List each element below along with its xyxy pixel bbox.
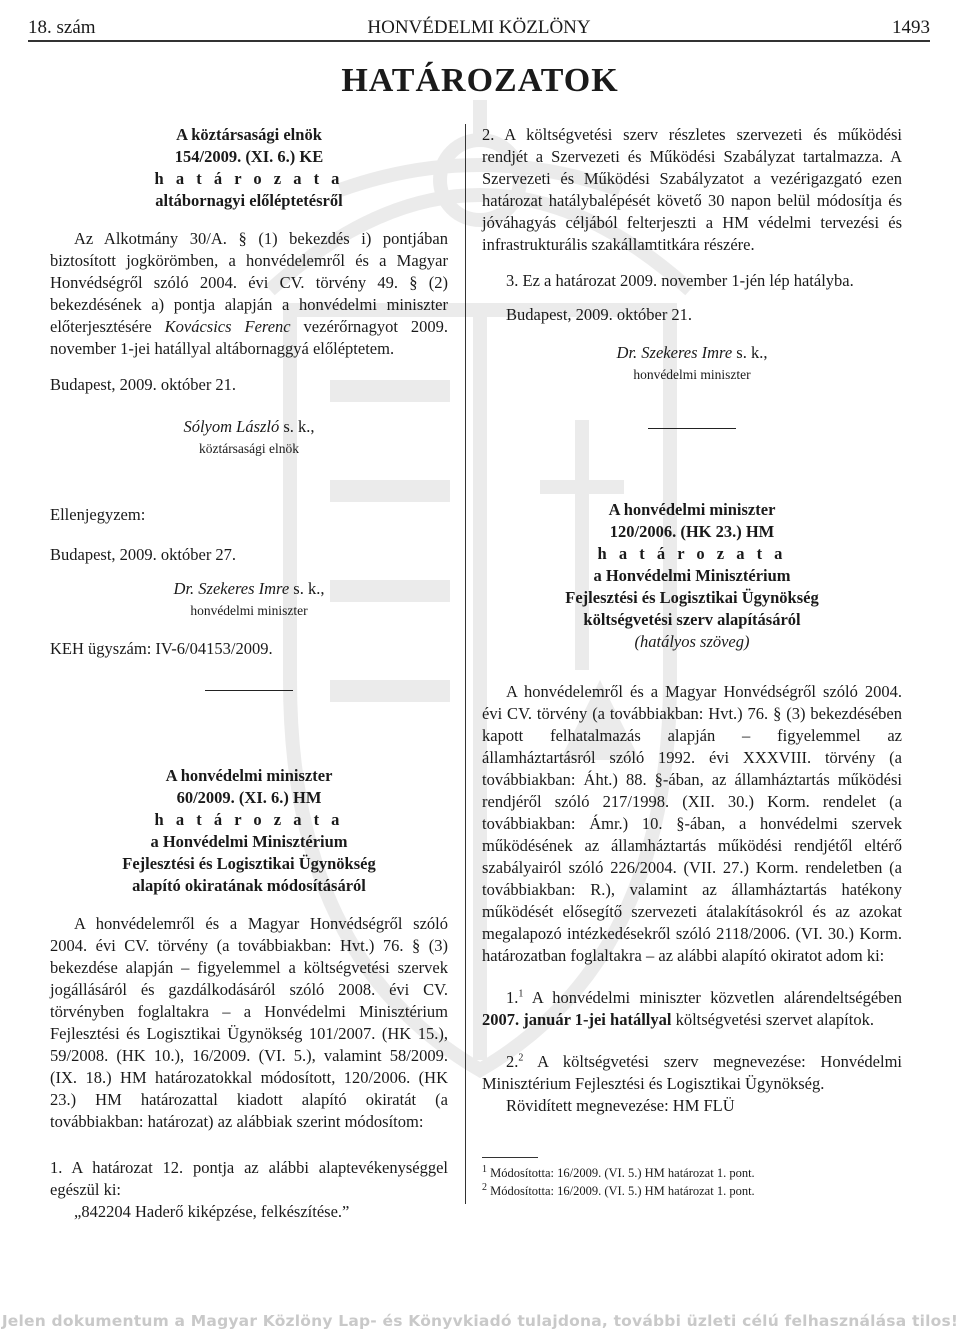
decree1-signature (50, 416, 448, 460)
decree2-subject1: a Honvédelmi Minisztérium (150, 832, 348, 851)
left-column (50, 124, 448, 1223)
decree2-point1-intro: 1. A határozat 12. pontja az alábbi alaptevékenységgel egészül ki: (50, 1158, 448, 1199)
footnote-ref-1: 1 (518, 988, 524, 1000)
decree3-point1 (482, 987, 902, 1031)
decree1-place-date: Budapest, 2009. október 21. (50, 375, 237, 394)
decree1-kind: h a t á r o z a t a (154, 169, 344, 188)
column-divider (465, 124, 466, 1204)
footnote-ref-2: 2 (518, 1052, 524, 1064)
decree3-subject2: Fejlesztési és Logisztikai Ügynökség (565, 588, 819, 607)
copyright-banner: Jelen dokumentum a Magyar Közlöny Lap- és Könyvkiadó tulajdona, további üzleti célú felhasználása tilos! (1, 1312, 959, 1330)
decree2-body: A honvédelemről és a Magyar Honvédségről szóló 2004. évi CV. törvény (a továbbiakban: Hvt.) 76. § (3) bekezdése alapján – figyelemmel a költségvetési szervek jogállásáról és gazdálkodásáról szóló 2008. évi CV. törvényben foglaltakra – a Honvédelmi Minisztérium Fejlesztési és Logisztikai Ügynökség 101/2007. (HK 15.), 59/2008. (HK 10.), 16/2009. (VI. 5.), valamint 58/2009. (IX. 18.) HM határozatokkal módosított, 120/2006. (HK 23.) HM határozattal kiadott alapító okiratát (a továbbiakban: határozat) az alábbiak szerint módosítom: (50, 914, 448, 1131)
countersigner-prefix: Dr. (173, 579, 199, 598)
decree2-signature (482, 342, 902, 386)
header-rule (28, 40, 930, 42)
decree1-number: 154/2009. (XI. 6.) KE (174, 147, 324, 166)
separator-rule-right (648, 428, 736, 429)
countersign-label: Ellenjegyzem: (50, 505, 146, 524)
footnote-2-text: Módosította: 16/2009. (VI. 5.) HM határozat 1. pont. (490, 1184, 755, 1198)
decree2-issuer: A honvédelmi miniszter (165, 766, 333, 785)
footnotes (482, 1157, 902, 1200)
decree2-title (50, 765, 448, 897)
section-title: HATÁROZATOK (341, 62, 619, 99)
decree2-kind: h a t á r o z a t a (154, 810, 344, 829)
decree2-point1-quote: „842204 Haderő kiképzése, felkészítése.” (74, 1202, 350, 1221)
decree1-issuer: A köztársasági elnök (176, 125, 322, 144)
decree3-point1-bold: 2007. január 1-jei hatállyal (482, 1010, 672, 1029)
decree1-subject: altábornagyi előléptetésről (155, 191, 343, 210)
footnote-1 (482, 1164, 902, 1182)
decree2-number: 60/2009. (XI. 6.) HM (176, 788, 322, 807)
countersigner-suffix: s. k., (289, 579, 325, 598)
footnote-2-number: 2 (482, 1181, 487, 1193)
decree2-point3: 3. Ez a határozat 2009. november 1-jén lép hatályba. (506, 271, 854, 290)
decree2-subject3: alapító okiratának módosításáról (132, 876, 366, 895)
countersigner (50, 578, 448, 600)
decree3-point1-pre: A honvédelmi miniszter közvetlen alárendeltségében (523, 988, 902, 1007)
decree3-title (482, 499, 902, 653)
decree2-place-date: Budapest, 2009. október 21. (506, 305, 693, 324)
decree2-signer-name: Szekeres Imre (641, 343, 733, 362)
decree1-signer-name: Sólyom László (183, 417, 280, 436)
decree2-signer-suffix: s. k., (732, 343, 768, 362)
countersign-signature (50, 578, 448, 622)
decree3-point1-number: 1. (506, 988, 519, 1007)
keh-case-number: KEH ügyszám: IV-6/04153/2009. (50, 639, 273, 658)
footnote-1-text: Módosította: 16/2009. (VI. 5.) HM határozat 1. pont. (490, 1166, 755, 1180)
issue-number: 18. szám (28, 17, 96, 38)
decree2-signer (482, 342, 902, 364)
journal-name: HONVÉDELMI KÖZLÖNY (367, 17, 591, 38)
countersigner-role: honvédelmi miniszter (190, 603, 308, 618)
decree1-body (50, 228, 448, 360)
decree3-kind: h a t á r o z a t a (597, 544, 787, 563)
decree3-number: 120/2006. (HK 23.) HM (609, 522, 775, 541)
decree1-body-pre: Az Alkotmány 30/A. § (1) bekezdés i) pontjában biztosított jogkörömben, a honvédelemről és a Magyar Honvédségről szóló 2004. évi CV. törvény 49. § (2) bekezdésének a) pontja alapján a honvédelmi miniszter előterjesztésére (50, 229, 448, 336)
countersign-date: Budapest, 2009. október 27. (50, 545, 237, 564)
decree3-point2-short-name: Rövidített megnevezése: HM FLÜ (506, 1096, 735, 1115)
footnote-1-number: 1 (482, 1163, 487, 1175)
decree3-issuer: A honvédelmi miniszter (608, 500, 776, 519)
decree1-signer-role: köztársasági elnök (198, 441, 300, 456)
right-column (482, 124, 902, 1200)
decree1-signer-suffix: s. k., (279, 417, 315, 436)
decree3-subject1: a Honvédelmi Minisztérium (593, 566, 791, 585)
decree1-body-post: vezérőrnagyot 2009. november 1-jei hatállyal altábornaggyá előléptetem. (50, 317, 449, 358)
decree2-signer-role: honvédelmi miniszter (633, 367, 751, 382)
footnote-2 (482, 1182, 902, 1200)
countersigner-name: Szekeres Imre (198, 579, 290, 598)
separator-rule (205, 690, 293, 691)
decree2-subject2: Fejlesztési és Logisztikai Ügynökség (122, 854, 376, 873)
decree3-body: A honvédelemről és a Magyar Honvédségről szóló 2004. évi CV. törvény (a továbbiakban: Hvt.) 76. § (3) bekezdésében kapott felhatalmazás alapján – figyelemmel az államháztartásról szóló 1992. évi XXXVIII. törvény (a továbbiakban: Áht.) 88. §-ában, az államháztartás működési rendjéről szóló 217/1998. (XII. 30.) Korm. rendelet (a továbbiakban: Ámr.) 10. §-ában, a honvédelmi szervek működésének az államháztartás működési rendjétől eltérő szabályairól szóló 226/2004. (VII. 27.) Korm. rendeletben (a továbbiakban: R.), valamint az államháztartás hatékony működését elősegítő szervezeti átalakításokról és az azokat megalapozó intézkedésekről szóló 2118/2006. (VI. 30.) Korm. határozatban foglaltakra – az alábbi alapító okiratot adom ki: (482, 682, 902, 965)
decree3-point2-text: A költségvetési szerv megnevezése: Honvédelmi Minisztérium Fejlesztési és Logisztikai Ügynökség. (482, 1052, 902, 1093)
decree3-point1-post: költségvetési szervet alapítok. (671, 1010, 874, 1029)
decree3-point2-number: 2. (506, 1052, 519, 1071)
decree2-signer-prefix: Dr. (616, 343, 642, 362)
footnote-rule (482, 1157, 538, 1158)
decree1-signer (50, 416, 448, 438)
decree1-body-name: Kovácsics Ferenc (164, 317, 291, 336)
page-number: 1493 (892, 17, 930, 38)
decree3-status: (hatályos szöveg) (634, 632, 750, 651)
decree1-title (50, 124, 448, 212)
decree3-point2 (482, 1051, 902, 1095)
decree2-point2: 2. A költségvetési szerv részletes szervezeti és működési rendjét a Szervezeti és Működési Szabályzat tartalmazza. A Szervezeti és Működési Szabályzatot a vezérigazgató ezen határozat hatálybalépését követő 30 napon belül módosítja és jóváhagyás céljából felterjeszti a HM védelmi tervezési és infrastrukturális szakállamtitkára részére. (482, 125, 902, 254)
decree3-subject3: költségvetési szerv alapításáról (583, 610, 801, 629)
